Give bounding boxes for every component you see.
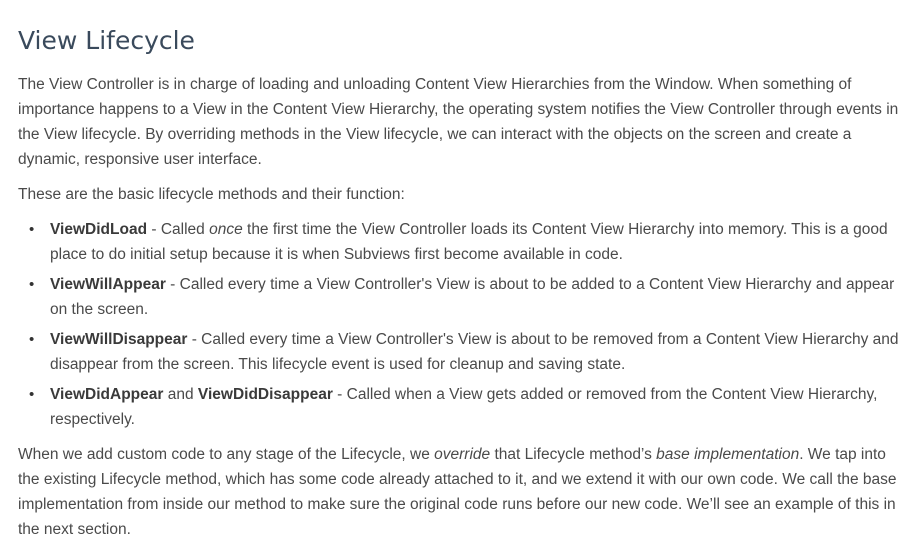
method-description: - Called xyxy=(147,221,210,238)
method-description: - Called when a View gets added or removed from the Content View Hierarchy, respectively. xyxy=(50,386,878,428)
bullet-icon: • xyxy=(29,276,35,293)
intro-paragraph: The View Controller is in charge of loading and unloading Content View Hierarchies from the Window. When something of importance happens to a View in the Content View Hierarchy, the operating system notifies the View Controller through events in the View lifecycle. By overriding methods in the View lifecycle, we can interact with the objects on the screen and create a dynamic, responsive user interface. xyxy=(18,76,899,168)
closing-text: When we add custom code to any stage of the Lifecycle, we xyxy=(18,446,435,463)
closing-text: that Lifecycle method’s xyxy=(490,446,657,463)
lifecycle-methods-list xyxy=(18,217,899,432)
bullet-icon: • xyxy=(29,331,35,348)
list-item-viewdidload xyxy=(29,217,899,267)
closing-paragraph xyxy=(18,442,899,542)
method-name: ViewWillDisappear xyxy=(50,331,188,348)
list-intro-paragraph: These are the basic lifecycle methods and their function: xyxy=(18,186,405,203)
bullet-icon: • xyxy=(29,386,35,403)
method-description: - Called every time a View Controller's View is about to be added to a Content View Hierarchy and appear on the screen. xyxy=(50,276,895,318)
method-name: ViewDidLoad xyxy=(50,221,148,238)
emphasis-text: base implementation xyxy=(656,446,800,463)
method-name-secondary: ViewDidDisappear xyxy=(197,386,333,403)
method-description: - Called every time a View Controller's View is about to be removed from a Content View Hierarchy and disappear from the screen. This lifecycle event is used for cleanup and saving state. xyxy=(50,331,899,373)
list-item-viewwillappear xyxy=(29,272,899,322)
conjunction-text: and xyxy=(163,386,198,403)
method-name: ViewWillAppear xyxy=(50,276,166,293)
emphasis-text: override xyxy=(434,446,491,463)
method-name: ViewDidAppear xyxy=(50,386,164,403)
bullet-icon: • xyxy=(29,221,35,238)
list-item-viewdidappear xyxy=(29,382,899,432)
method-description: the first time the View Controller loads its Content View Hierarchy into memory. This is a good place to do initial setup because it is when Subviews first become available in code. xyxy=(50,221,888,263)
section-heading: View Lifecycle xyxy=(18,26,195,55)
list-item-viewwilldisappear xyxy=(29,327,899,377)
emphasis-text: once xyxy=(209,221,243,238)
closing-text: . We tap into the existing Lifecycle method, which has some code already attached to it, and we extend it with our own code. We call the base implementation from inside our method to make sure the original code runs before our new code. We’ll see an example of this in the next section. xyxy=(18,446,897,538)
